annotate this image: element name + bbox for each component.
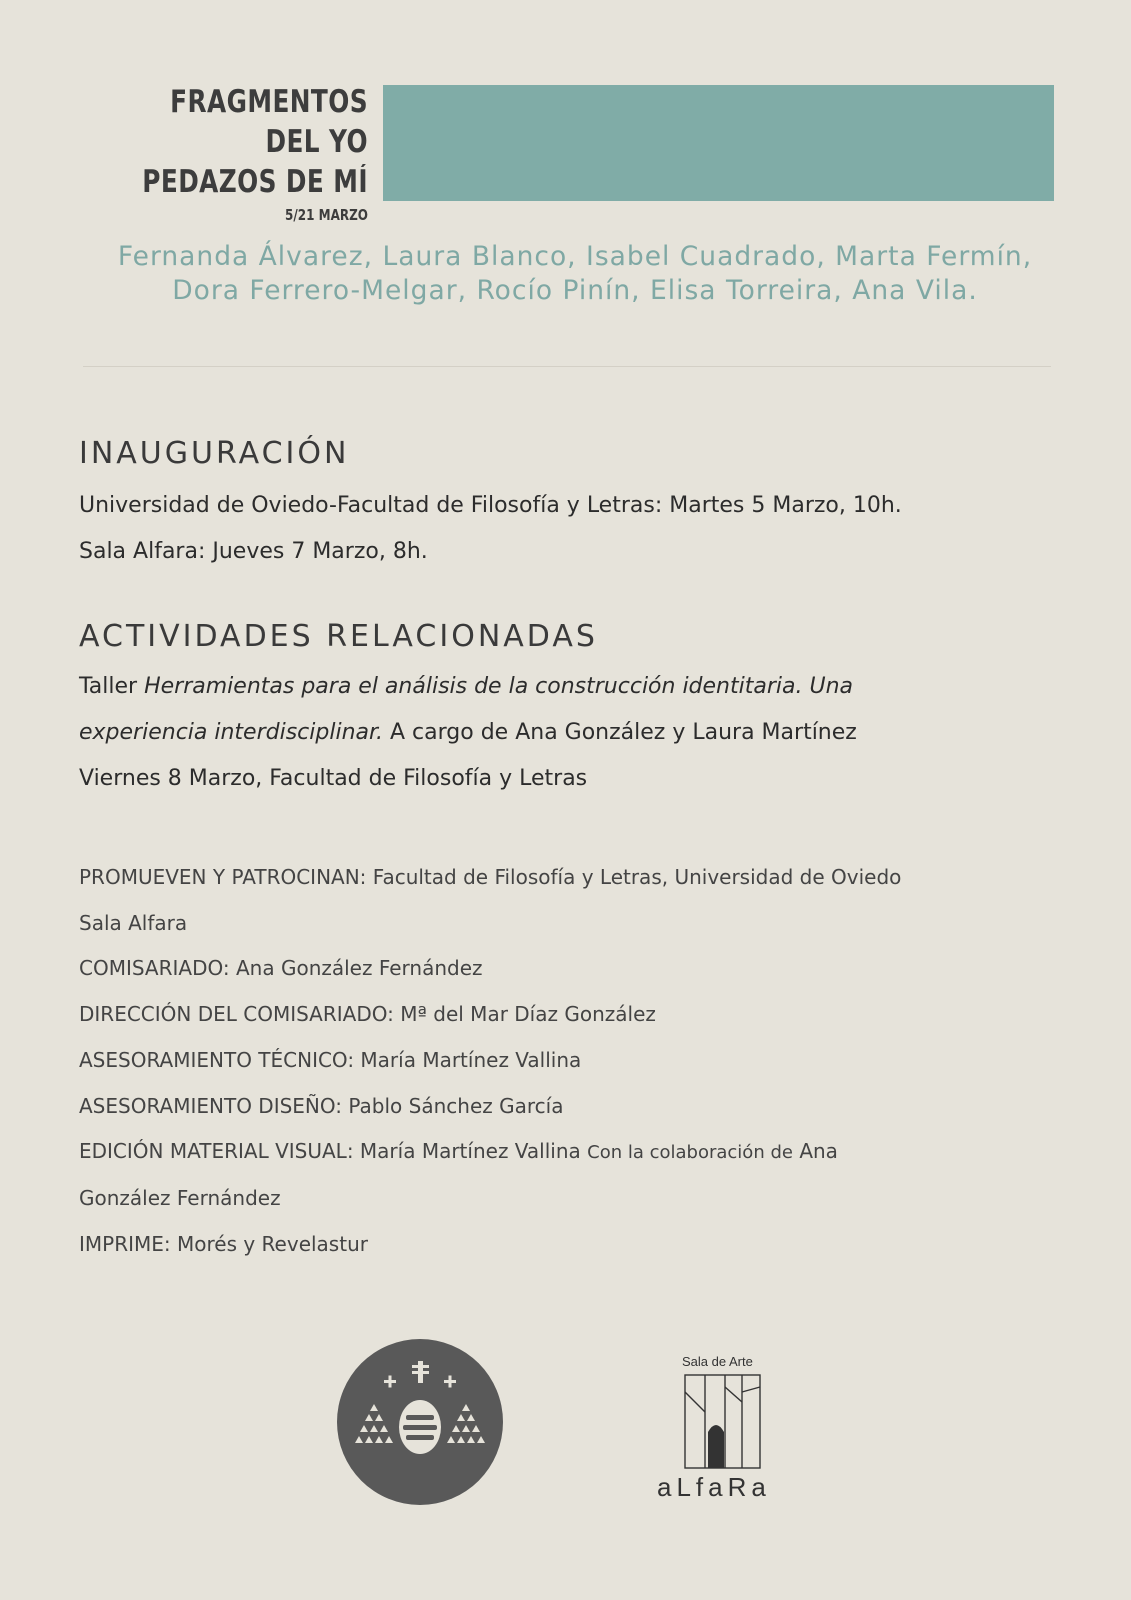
credit-label: ASESORAMIENTO TÉCNICO: (79, 1047, 355, 1072)
credit-label: DIRECCIÓN DEL COMISARIADO: (79, 1002, 394, 1027)
artists-line-1: Fernanda Álvarez, Laura Blanco, Isabel Cuadrado, Marta Fermín, (117, 241, 1033, 272)
credit-value: María Martínez Vallina (360, 1047, 582, 1072)
credit-label: ASESORAMIENTO DISEÑO: (79, 1093, 343, 1118)
taller-title-part-1: Herramientas para el análisis de la construcción identitaria. Una (144, 674, 854, 699)
exhibition-title (60, 82, 368, 228)
credit-value: María Martínez Vallina (359, 1139, 581, 1164)
artists-list (60, 240, 1090, 308)
credit-value: Mª del Mar Díaz González (400, 1002, 656, 1027)
credit-imprime (79, 1222, 1079, 1268)
credit-colab: Con la colaboración de (587, 1142, 793, 1164)
taller-when: Viernes 8 Marzo, Facultad de Filosofía y Letras (79, 766, 588, 791)
actividades-heading: ACTIVIDADES RELACIONADAS (79, 619, 598, 654)
teal-color-block (383, 85, 1054, 201)
credit-value: Facultad de Filosofía y Letras, Universidad de Oviedo (372, 865, 902, 889)
inauguracion-heading: INAUGURACIÓN (79, 436, 350, 471)
credit-label: COMISARIADO: (79, 956, 230, 981)
actividades-details (79, 664, 1079, 802)
inauguracion-line-2: Sala Alfara: Jueves 7 Marzo, 8h. (79, 539, 428, 564)
credit-comisariado (79, 946, 1079, 992)
credits-list (79, 855, 1079, 1267)
university-seal-icon (337, 1339, 503, 1505)
credit-value: Pablo Sánchez García (348, 1093, 564, 1118)
credit-label: EDICIÓN MATERIAL VISUAL: (79, 1139, 354, 1164)
taller-line-1 (79, 664, 1079, 710)
alfara-wordmark: aLfaRa (657, 1472, 771, 1502)
section-divider (83, 366, 1051, 367)
taller-cargo: A cargo de Ana González y Laura Martínez (390, 720, 857, 745)
taller-line-2 (79, 710, 1079, 756)
credit-label: PROMUEVEN Y PATROCINAN: (79, 865, 367, 889)
exhibition-dates: 5/21 MARZO (285, 206, 368, 224)
credit-tecnico (79, 1038, 1079, 1084)
credit-edicion (79, 1129, 1079, 1176)
alfara-caption: Sala de Arte (682, 1354, 753, 1369)
title-line-1: FRAGMENTOS DEL YO (170, 84, 368, 160)
credit-label: IMPRIME: (79, 1231, 171, 1256)
title-line-2: PEDAZOS DE MÍ (142, 164, 368, 200)
credit-promueven-2: Sala Alfara (79, 910, 188, 935)
credit-value: Morés y Revelastur (177, 1231, 368, 1256)
taller-label: Taller (79, 674, 138, 699)
credit-value: Ana González Fernández (235, 956, 483, 981)
credit-diseno (79, 1084, 1079, 1130)
taller-title-part-2: experiencia interdisciplinar. (79, 720, 384, 745)
inauguracion-line-1: Universidad de Oviedo-Facultad de Filosofía y Letras: Martes 5 Marzo, 10h. (79, 493, 902, 518)
credit-promueven (79, 855, 1079, 901)
credit-direccion (79, 992, 1079, 1038)
credit-edicion-2: González Fernández (79, 1185, 281, 1210)
artists-line-2: Dora Ferrero-Melgar, Rocío Pinín, Elisa Torreira, Ana Vila. (172, 275, 978, 306)
inauguracion-details (79, 483, 1079, 575)
credit-colab-name: Ana (799, 1139, 838, 1164)
